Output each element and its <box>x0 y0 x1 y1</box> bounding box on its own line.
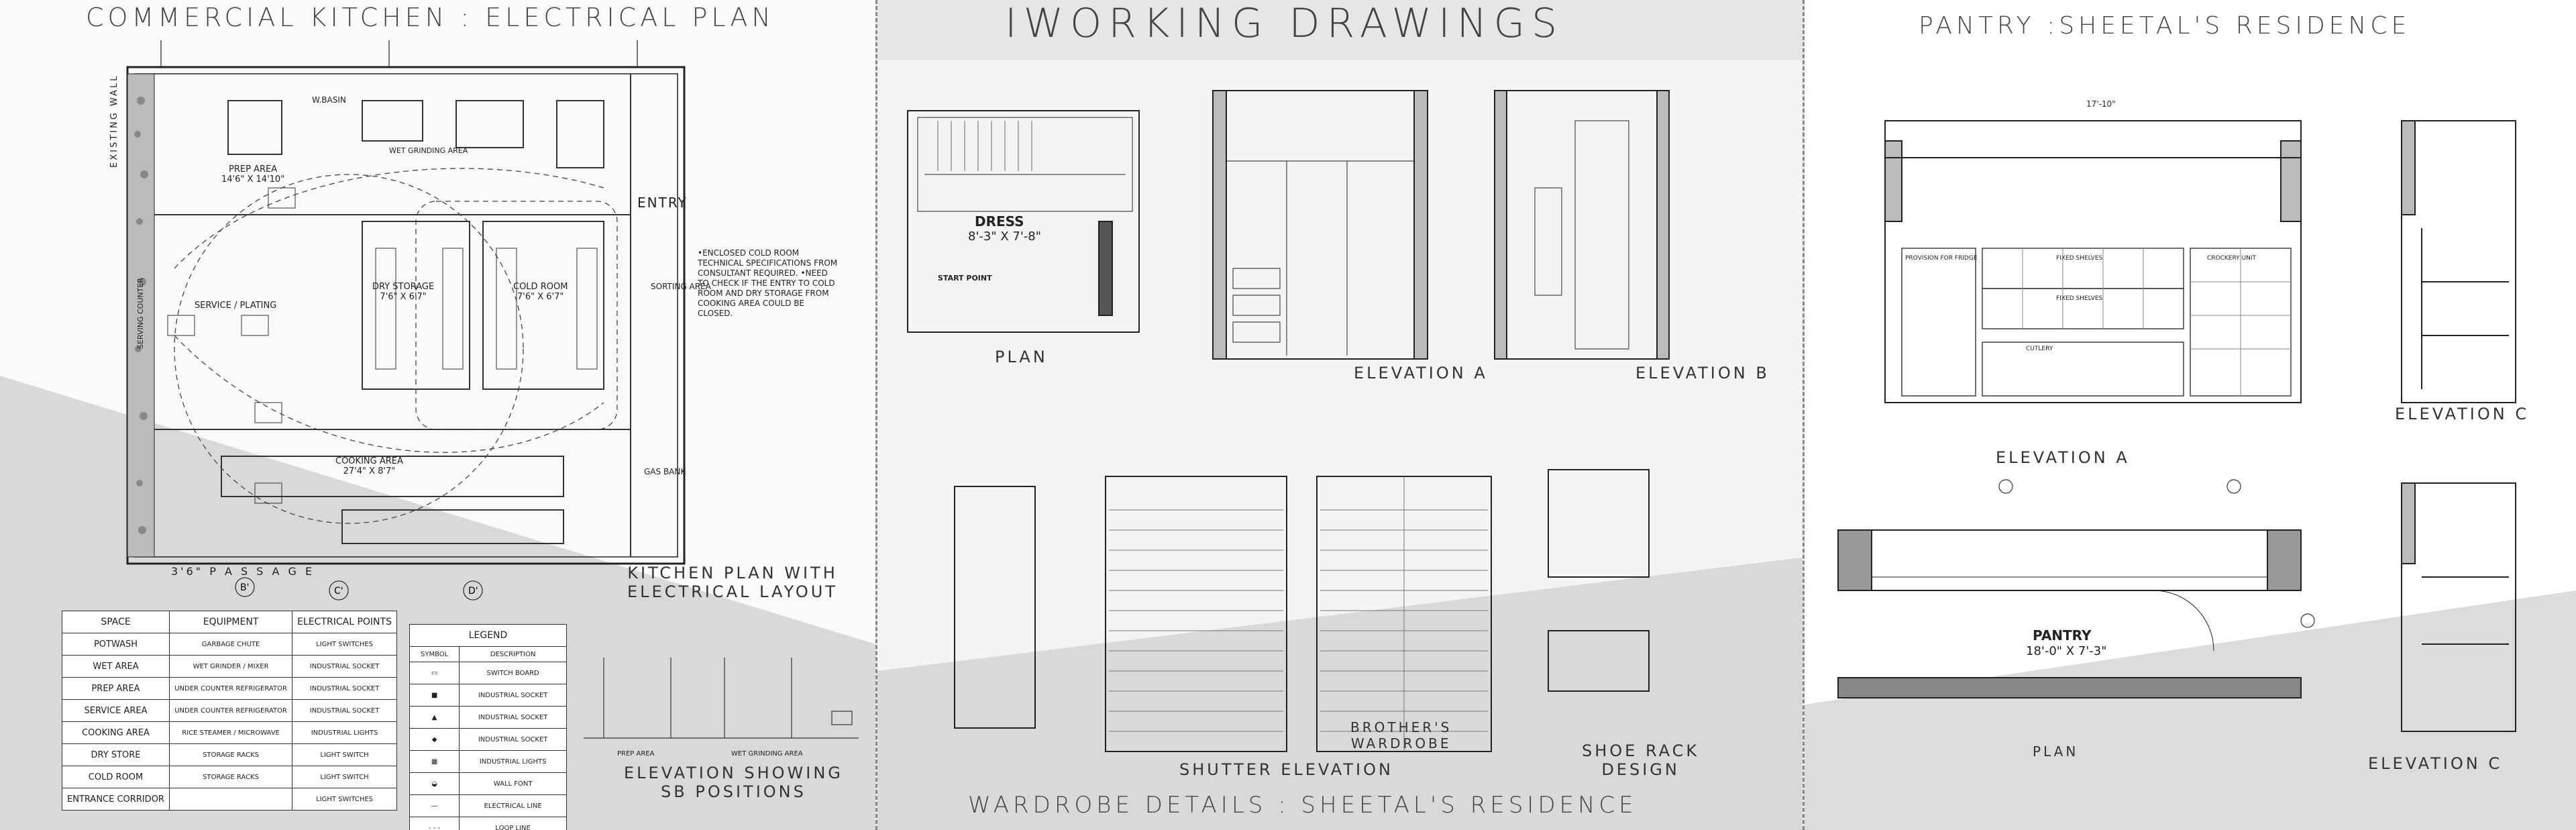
room-dry-storage: DRY STORAGE 7'6" X 6'7" <box>372 282 435 302</box>
room-cold-room: COLD ROOM 7'6" X 6'7" <box>513 282 568 302</box>
table-header: ELECTRICAL POINTS <box>292 611 397 633</box>
svg-text:C': C' <box>334 586 343 596</box>
start-point-label: START POINT <box>938 274 992 282</box>
legend-row: ▭ SWITCH BOARD <box>410 662 567 684</box>
table-header: SPACE <box>62 611 170 633</box>
table-header: EQUIPMENT <box>170 611 292 633</box>
table-header-row <box>62 611 397 633</box>
legend-row: ■ INDUSTRIAL SOCKET <box>410 684 567 707</box>
elevation-a-caption: ELEVATION A <box>1354 364 1488 382</box>
wardrobe-sheet <box>875 0 1805 830</box>
kitchen-electrical-sheet <box>0 0 875 830</box>
svg-text:D': D' <box>468 586 478 596</box>
sheet-title: COMMERCIAL KITCHEN : ELECTRICAL PLAN <box>86 3 775 32</box>
shutter-elevation-caption: SHUTTER ELEVATION <box>1179 760 1393 779</box>
elevation-a-caption: ELEVATION A <box>1996 448 2130 467</box>
dimension-top: 17'-10" <box>2086 99 2116 109</box>
table-row: SERVICE AREA UNDER COUNTER REFRIGERATOR INDUSTRIAL SOCKET <box>62 700 397 722</box>
label-entry: ENTRY <box>637 195 688 211</box>
legend-row: ◆ INDUSTRIAL SOCKET <box>410 729 567 751</box>
room-cooking: COOKING AREA 27'4" X 8'7" <box>335 456 403 476</box>
cold-room-note: •ENCLOSED COLD ROOM TECHNICAL SPECIFICATIONS FROM CONSULTANT REQUIRED. •NEED TO CHECK IF THE ENTRY TO COLD ROOM AND DRY STORAGE FROM COOKING AREA COULD BE CLOSED. <box>698 248 838 318</box>
plan-caption: PLAN <box>2033 743 2079 760</box>
legend-row: ◒ WALL FONT <box>410 773 567 795</box>
legend-row: — ELECTRICAL LINE <box>410 795 567 817</box>
table-row: COLD ROOM STORAGE RACKS LIGHT SWITCH <box>62 766 397 788</box>
label-serving-counter: SERVING COUNTER <box>136 278 145 349</box>
cabinet-label: CUTLERY <box>2026 346 2053 352</box>
wardrobe-drawings <box>877 0 1805 830</box>
dress-label: DRESS <box>975 213 1024 229</box>
table-row: DRY STORE STORAGE RACKS LIGHT SWITCH <box>62 744 397 766</box>
table-row: COOKING AREA RICE STEAMER / MICROWAVE INDUSTRIAL LIGHTS <box>62 722 397 744</box>
room-prep-area: PREP AREA 14'6" X 14'10" <box>221 164 285 185</box>
table-row: PREP AREA UNDER COUNTER REFRIGERATOR INDUSTRIAL SOCKET <box>62 678 397 700</box>
label-sorting: SORTING AREA <box>651 282 711 291</box>
table-row: ENTRANCE CORRIDOR LIGHT SWITCHES <box>62 788 397 811</box>
legend-row: ▲ INDUSTRIAL SOCKET <box>410 707 567 729</box>
elevation-caption: ELEVATION SHOWING SB POSITIONS <box>624 764 843 801</box>
passage-label: 3'6" P A S S A G E <box>171 565 315 578</box>
cabinet-label: PROVISION FOR FRIDGE <box>1905 255 1978 262</box>
elevation-c-caption-2: ELEVATION C <box>2368 754 2503 773</box>
cabinet-label: FIXED SHELVES <box>2056 295 2103 302</box>
elev-label-prep: PREP AREA <box>617 750 655 758</box>
cabinet-label: FIXED SHELVES <box>2056 255 2103 262</box>
room-service: SERVICE / PLATING <box>195 301 277 311</box>
pantry-dimension: 18'-0" X 7'-3" <box>2026 644 2107 658</box>
svg-text:B': B' <box>240 582 250 593</box>
sheet-footer: WARDROBE DETAILS : SHEETAL'S RESIDENCE <box>968 792 1638 819</box>
label-gas-bank: GAS BANK <box>644 467 686 476</box>
pantry-sheet <box>1805 0 2576 830</box>
label-wet-grinding: WET GRINDING AREA <box>389 146 468 155</box>
elev-label-wet: WET GRINDING AREA <box>731 750 803 758</box>
elevation-b-caption: ELEVATION B <box>1635 364 1770 382</box>
electrical-schedule-table <box>62 611 397 811</box>
plan-caption: PLAN <box>995 348 1048 366</box>
legend-table: LEGEND SYMBOL DESCRIPTION ▭ SWITCH BOARD ■ INDUSTRIAL SOCKET ▲ INDUSTRIAL SOCKET ◆ INDUSTRIAL SOCKET ▦ INDUSTRIAL LIGHTS ◒ WALL FONT — ELECTRICAL LINE - - - LOOP LINE <box>409 624 567 830</box>
legend-row: ▦ INDUSTRIAL LIGHTS <box>410 751 567 773</box>
pantry-label: PANTRY <box>2033 627 2092 643</box>
shoe-rack-caption: SHOE RACK DESIGN <box>1582 741 1700 779</box>
label-existing-wall: EXISTING WALL <box>109 74 119 168</box>
table-row: WET AREA WET GRINDER / MIXER INDUSTRIAL SOCKET <box>62 656 397 678</box>
label-wbasin: W.BASIN <box>312 95 346 105</box>
legend-title: LEGEND <box>410 625 567 647</box>
sheet-title: PANTRY :SHEETAL'S RESIDENCE <box>1919 12 2411 40</box>
cabinet-label: CROCKERY UNIT <box>2207 255 2257 262</box>
brothers-wardrobe-caption: BROTHER'S WARDROBE <box>1350 719 1452 751</box>
plan-caption: KITCHEN PLAN WITH ELECTRICAL LAYOUT <box>627 564 838 601</box>
elevation-c-caption: ELEVATION C <box>2395 405 2530 423</box>
sheet-title: IWORKING DRAWINGS <box>1005 0 1564 47</box>
dress-dimension: 8'-3" X 7'-8" <box>968 229 1042 244</box>
table-row: POTWASH GARBAGE CHUTE LIGHT SWITCHES <box>62 633 397 656</box>
legend-row: - - - LOOP LINE <box>410 817 567 830</box>
